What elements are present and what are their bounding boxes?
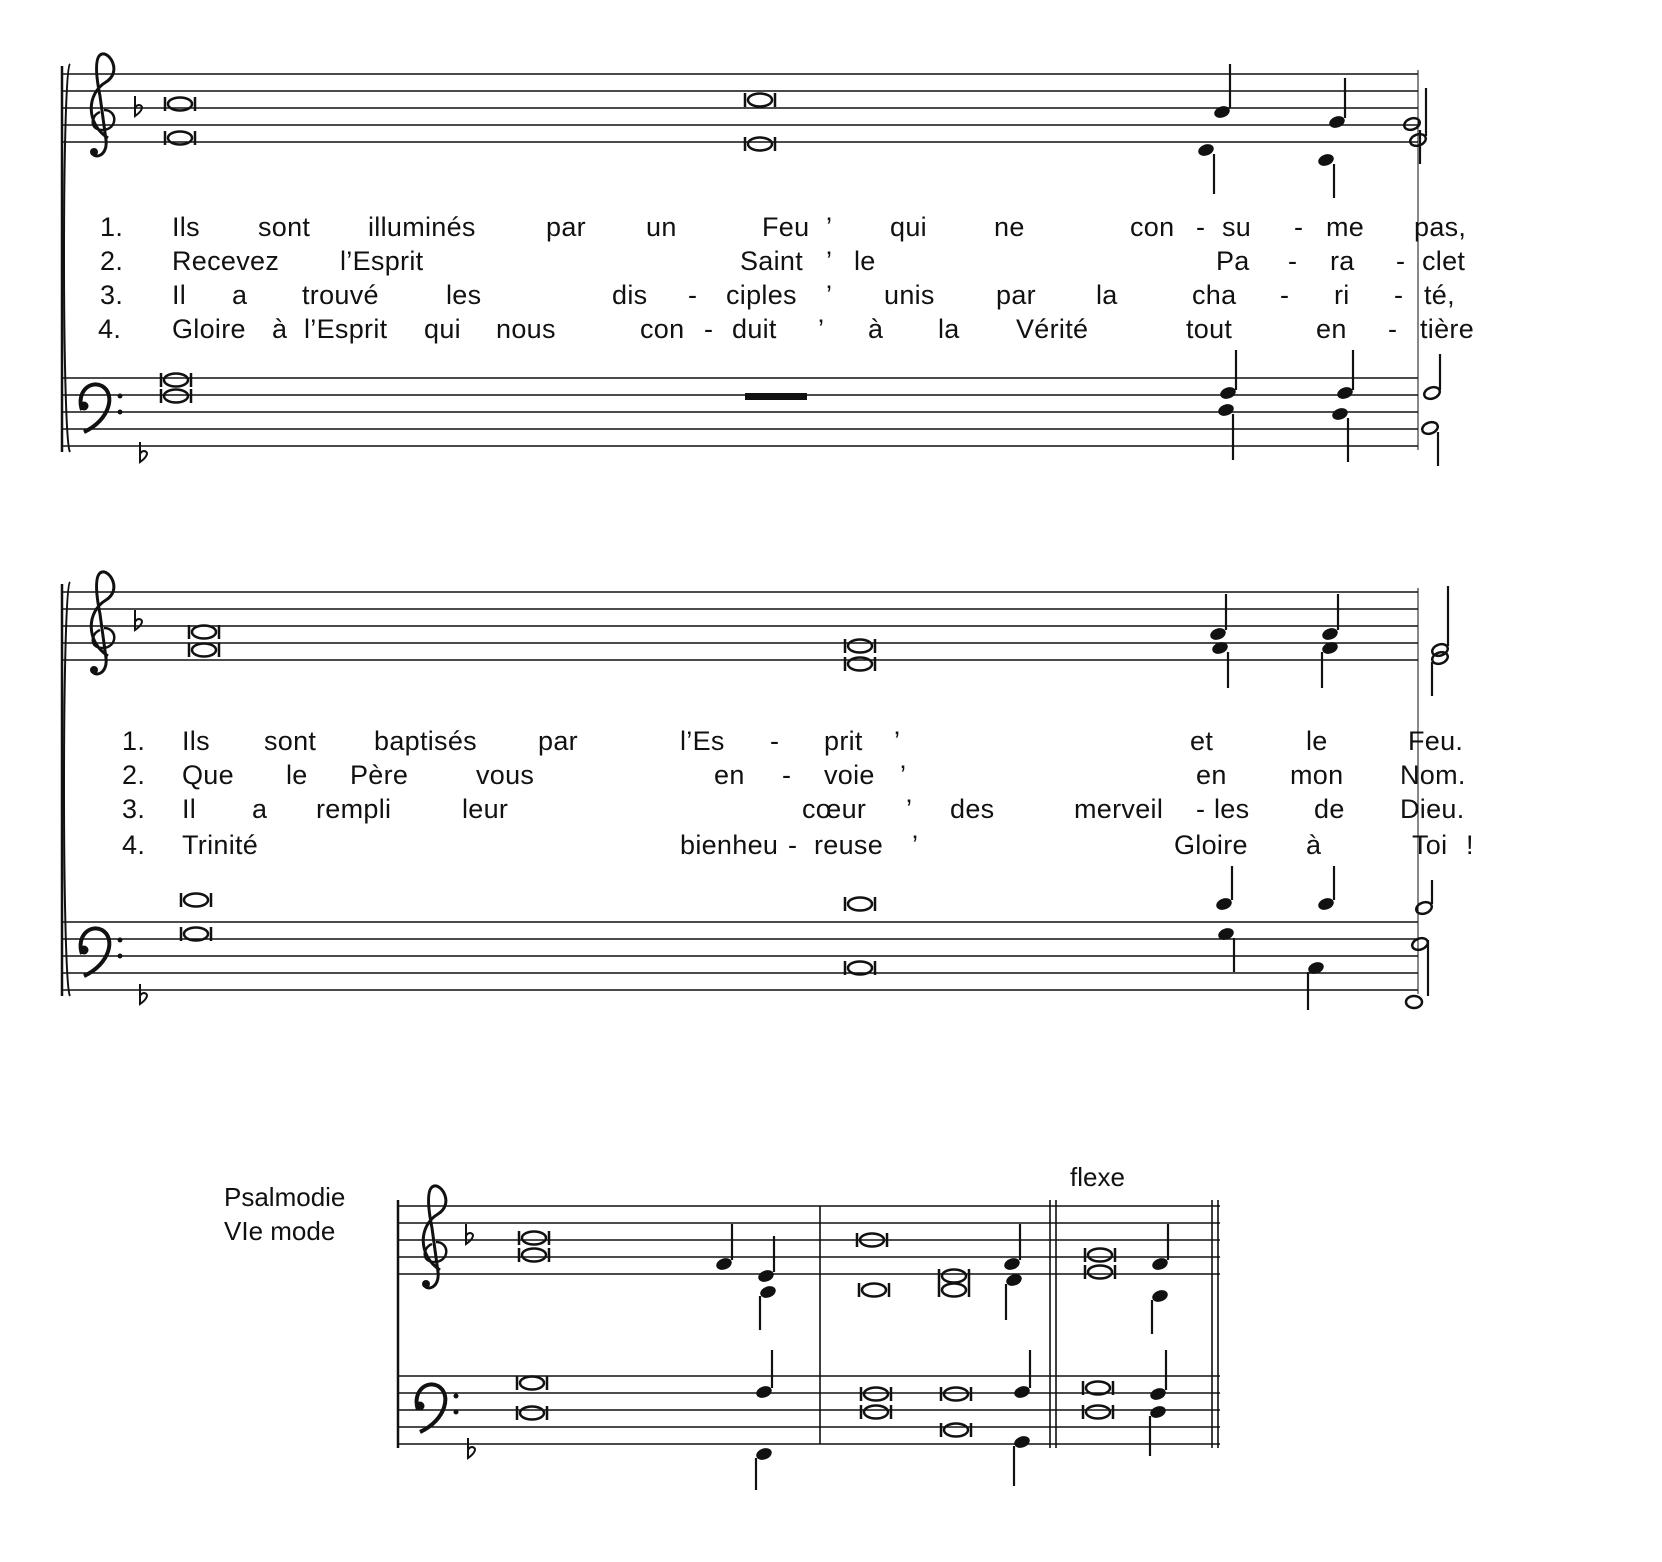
lyric-word: un [646, 212, 677, 242]
lyric-word: ciples [726, 280, 797, 310]
lyric-mark: ’ [826, 246, 833, 276]
lyric-word: a [252, 794, 268, 824]
lyric-word: l’Esprit [340, 246, 424, 276]
lyric-line-4 [0, 314, 1662, 354]
lyric-mark: - [1196, 794, 1206, 824]
lyric-mark: - [1294, 212, 1304, 242]
lyric-mark: ’ [900, 760, 907, 790]
lyric-mark: - [770, 726, 780, 756]
lyric-word: Il [182, 794, 197, 824]
verse-number: 1. [122, 726, 146, 756]
lyric-word: cœur [802, 794, 867, 824]
lyric-word: Saint [740, 246, 804, 276]
treble-clef-icon [90, 572, 114, 674]
lyric-word: me [1326, 212, 1365, 242]
lyric-word: merveil [1074, 794, 1164, 824]
lyric-word: qui [424, 314, 461, 344]
lyric-mark: - [688, 280, 698, 310]
note-stems [732, 1224, 1168, 1490]
flexe-label: flexe [1070, 1162, 1125, 1192]
lyric-mark: - [1288, 246, 1298, 276]
lyric-word: ri [1334, 280, 1350, 310]
verse-number: 2. [100, 246, 124, 276]
lyric-mark: ’ [818, 314, 825, 344]
lyric-word: qui [890, 212, 927, 242]
lyric-word: tière [1420, 314, 1475, 344]
lyric-word: baptisés [374, 726, 477, 756]
lyric-word: Dieu. [1400, 794, 1465, 824]
lyric-mark: ’ [894, 726, 901, 756]
psalmody-title [224, 1180, 345, 1248]
lyric-word: les [446, 280, 482, 310]
lyric-word: trouvé [302, 280, 379, 310]
lyric-word: la [938, 314, 960, 344]
flat-icon [468, 1438, 475, 1458]
lyric-word: à [868, 314, 884, 344]
lyric-word: voie [824, 760, 875, 790]
lyric-word: Il [172, 280, 187, 310]
lyric-word: Vérité [1016, 314, 1089, 344]
treble-clef-icon [422, 1186, 446, 1288]
psalmody-title-line-1: Psalmodie [224, 1182, 346, 1212]
lyric-word: mon [1290, 760, 1344, 790]
lyric-mark: ’ [826, 212, 833, 242]
bass-clef-icon [416, 1384, 459, 1432]
lyric-word: Recevez [172, 246, 280, 276]
lyric-mark: - [1396, 246, 1406, 276]
lyric-word: bienheu [680, 830, 779, 860]
lyric-word: le [1306, 726, 1328, 756]
verse-number: 2. [122, 760, 146, 790]
lyric-word: dis [612, 280, 648, 310]
lyric-word: à [272, 314, 288, 344]
lyric-word: l’Es [680, 726, 725, 756]
bass-clef-icon [80, 928, 123, 976]
psalmody-staves [398, 1186, 1220, 1490]
lyric-word: la [1096, 280, 1118, 310]
lyric-mark: - [1394, 280, 1404, 310]
lyric-word: Toi [1412, 830, 1448, 860]
flat-icon [466, 1224, 473, 1244]
verse-number: 1. [100, 212, 124, 242]
lyric-word: su [1222, 212, 1252, 242]
lyric-word: sont [258, 212, 311, 242]
lyric-word: en [714, 760, 745, 790]
lyric-word: par [538, 726, 578, 756]
lyric-word: et [1190, 726, 1214, 756]
lyric-word: à [1306, 830, 1322, 860]
lyric-word: Pa [1216, 246, 1250, 276]
lyric-word: illuminés [368, 212, 476, 242]
treble-clef-icon [90, 54, 114, 156]
lyric-word: con [640, 314, 685, 344]
lyric-word: Feu [762, 212, 810, 242]
lyric-word: en [1316, 314, 1347, 344]
flat-icon [140, 984, 147, 1004]
lyric-word: ra [1330, 246, 1355, 276]
lyric-mark: - [704, 314, 714, 344]
lyric-word: sont [264, 726, 317, 756]
lyric-word: leur [462, 794, 509, 824]
lyric-word: tout [1186, 314, 1233, 344]
lyric-word: par [996, 280, 1036, 310]
flat-icon [140, 442, 147, 462]
flat-icon [135, 96, 142, 116]
lyric-word: par [546, 212, 586, 242]
lyric-word: té, [1424, 280, 1455, 310]
lyric-word: le [854, 246, 876, 276]
flat-icon [135, 610, 142, 630]
lyric-word: Ils [182, 726, 210, 756]
lyric-word: Ils [172, 212, 200, 242]
lyric-word: unis [884, 280, 935, 310]
lyric-word: clet [1422, 246, 1466, 276]
lyric-mark: - [788, 830, 798, 860]
lyric-mark: ’ [906, 794, 913, 824]
lyric-word: l’Esprit [304, 314, 388, 344]
lyric-word: en [1196, 760, 1227, 790]
lyric-word: duit [732, 314, 777, 344]
lyric-word: des [950, 794, 995, 824]
lyric-word: Gloire [172, 314, 246, 344]
verse-number: 3. [100, 280, 124, 310]
lyric-mark: - [1280, 280, 1290, 310]
lyric-mark: - [1388, 314, 1398, 344]
lyric-word: prit [824, 726, 863, 756]
verse-number: 4. [98, 314, 122, 344]
lyric-word: a [232, 280, 248, 310]
lyric-word: Trinité [182, 830, 259, 860]
psalmody-title-line-2: VIe mode [224, 1216, 336, 1246]
lyric-mark: - [782, 760, 792, 790]
lyric-word: les [1214, 794, 1250, 824]
bass-clef-icon [80, 384, 123, 432]
lyric-word: de [1314, 794, 1345, 824]
lyric-mark: ’ [912, 830, 919, 860]
lyric-mark: ’ [826, 280, 833, 310]
lyric-word: ne [994, 212, 1025, 242]
lyric-mark: - [1196, 212, 1206, 242]
lyric-word: le [286, 760, 308, 790]
lyric-word: Gloire [1174, 830, 1248, 860]
lyric-word: Que [182, 760, 234, 790]
lyric-word: Feu. [1408, 726, 1464, 756]
lyric-word: Nom. [1400, 760, 1466, 790]
lyric-word: reuse [814, 830, 884, 860]
lyric-word: pas, [1414, 212, 1467, 242]
lyric-word: vous [476, 760, 535, 790]
lyric-line-4 [0, 830, 1662, 870]
verse-number: 4. [122, 830, 146, 860]
lyric-word: nous [496, 314, 556, 344]
lyric-word: Père [350, 760, 409, 790]
lyric-word: cha [1192, 280, 1237, 310]
lyric-word: rempli [316, 794, 392, 824]
lyric-line-3 [0, 794, 1662, 834]
lyric-word: con [1130, 212, 1175, 242]
verse-number: 3. [122, 794, 146, 824]
lyric-mark: ! [1466, 830, 1474, 860]
